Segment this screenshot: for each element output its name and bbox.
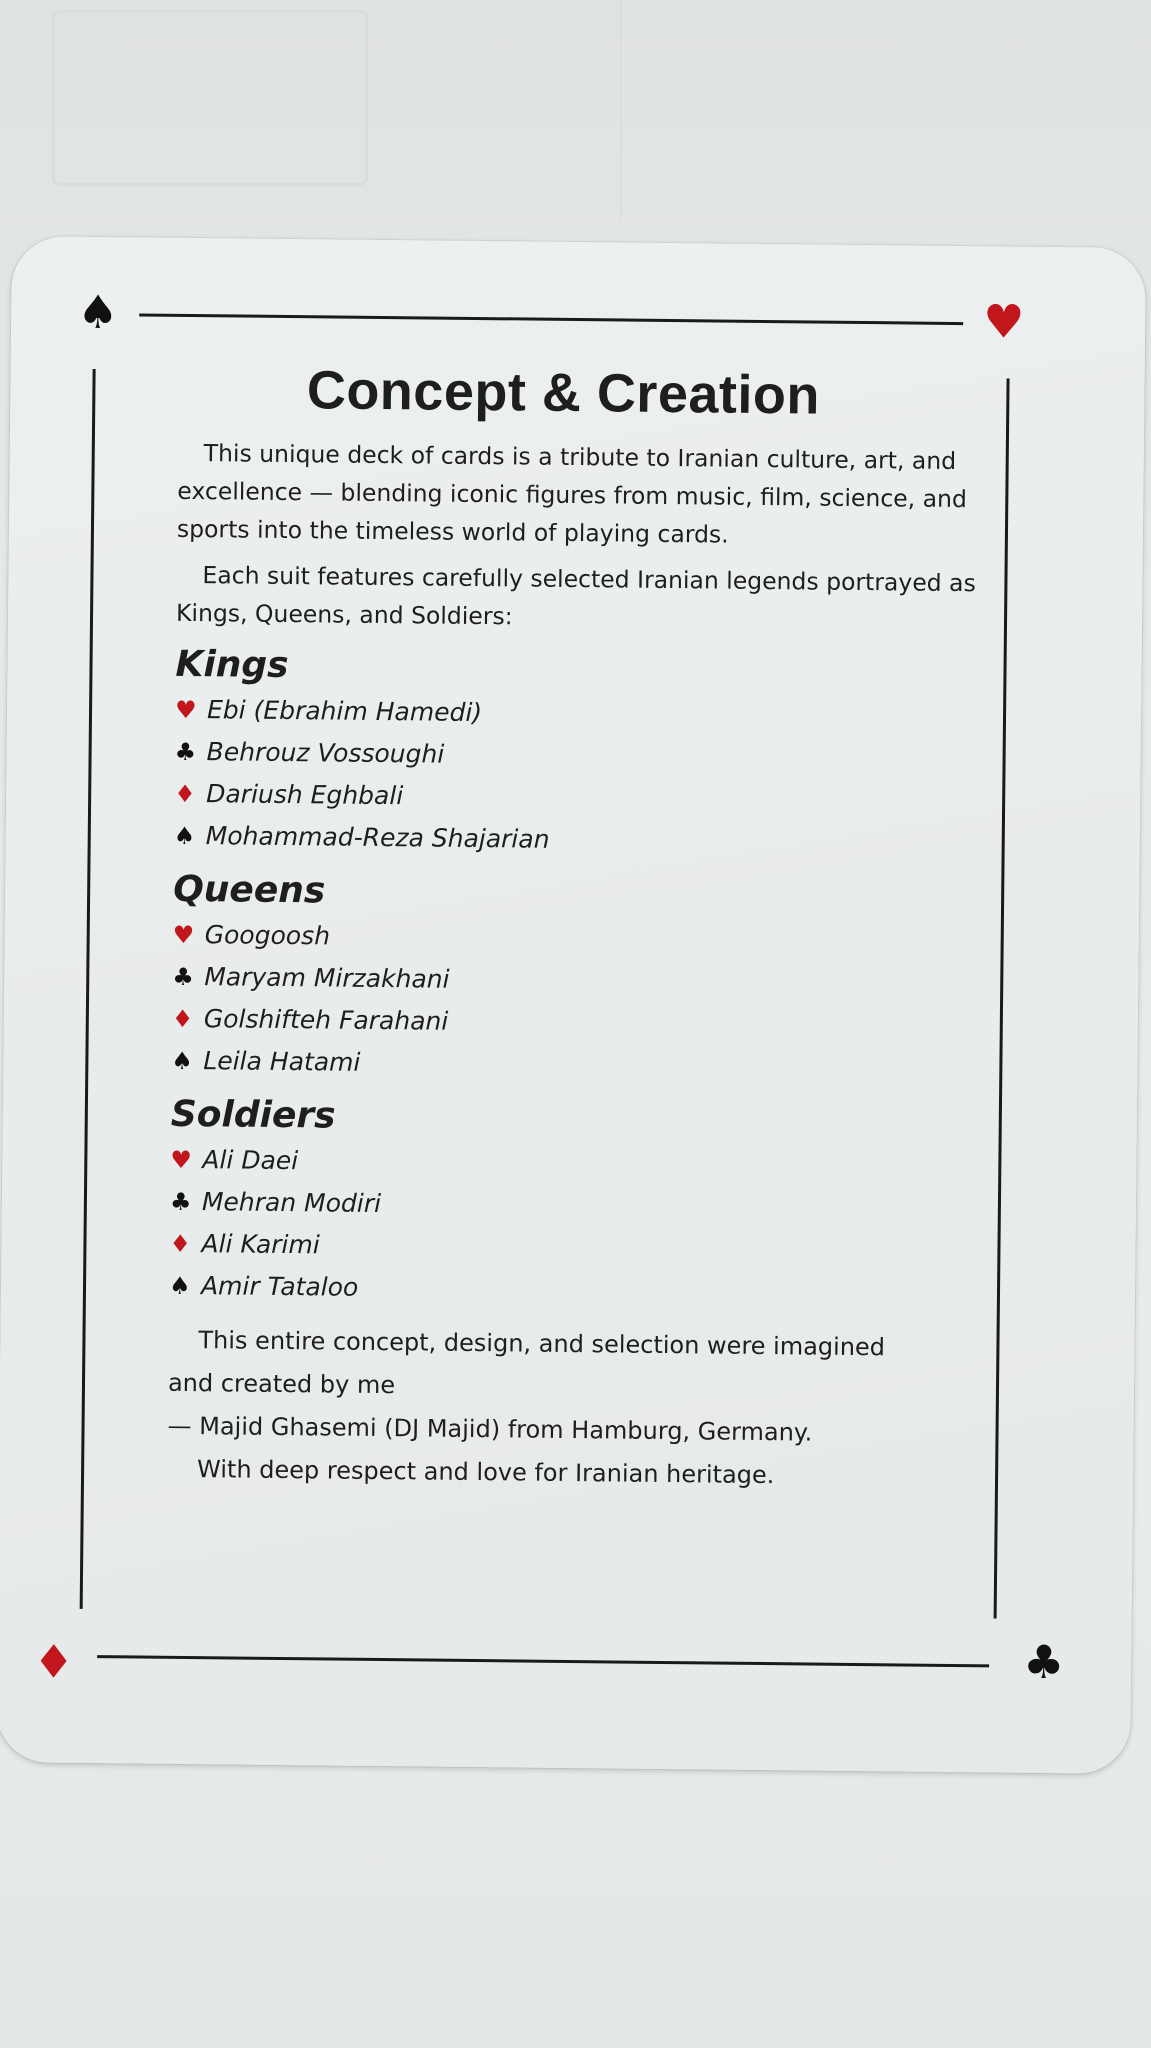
signature-line: — Majid Ghasemi (DJ Majid) from Hamburg, Germany. bbox=[167, 1411, 813, 1447]
border-line-left bbox=[80, 369, 96, 1609]
closing-text bbox=[167, 1319, 989, 1500]
section-kings bbox=[174, 644, 996, 866]
club-icon: ♣ bbox=[172, 962, 194, 992]
playing-card bbox=[0, 236, 1146, 1774]
closing-line-4-text: With deep respect and love for Iranian heritage. bbox=[196, 1455, 775, 1490]
diamond-icon: ♦ bbox=[171, 1004, 194, 1034]
person-name: Mohammad-Reza Shajarian bbox=[205, 821, 550, 854]
border-line-top bbox=[139, 313, 963, 325]
closing-line-1-text: This entire concept, design, and selection were imagined bbox=[198, 1326, 886, 1362]
spade-corner-icon: ♠ bbox=[76, 284, 119, 340]
spade-icon: ♠ bbox=[171, 1046, 194, 1076]
diamond-icon: ♦ bbox=[169, 1229, 192, 1259]
section-soldiers bbox=[169, 1094, 991, 1316]
intro-paragraph-2: Each suit features carefully selected Iranian legends portrayed as Kings, Queens, and Soldiers: bbox=[175, 561, 976, 631]
diamond-icon: ♦ bbox=[174, 779, 196, 809]
person-name: Ali Daei bbox=[202, 1145, 299, 1176]
name-list bbox=[169, 1139, 991, 1316]
heart-icon: ♥ bbox=[174, 695, 197, 725]
border-line-bottom bbox=[97, 1655, 989, 1667]
intro-paragraph-1: This unique deck of cards is a tribute to Iranian culture, art, and excellence — blending iconic figures from music, film, science, and sports into the timeless world of playing cards. bbox=[176, 439, 968, 549]
spade-icon: ♠ bbox=[168, 1271, 191, 1301]
heart-icon: ♥ bbox=[172, 920, 195, 950]
person-name: Mehran Modiri bbox=[201, 1187, 382, 1219]
club-corner-icon: ♣ bbox=[1022, 1634, 1065, 1690]
card-title: Concept & Creation bbox=[306, 360, 821, 426]
person-name: Maryam Mirzakhani bbox=[204, 962, 450, 994]
list-item bbox=[169, 1265, 989, 1316]
section-heading: Soldiers bbox=[170, 1093, 336, 1137]
person-name: Amir Tataloo bbox=[200, 1271, 359, 1302]
closing-line-2: and created by me bbox=[167, 1368, 396, 1400]
spade-icon: ♠ bbox=[173, 821, 196, 851]
person-name: Ebi (Ebrahim Hamedi) bbox=[206, 695, 483, 728]
card-content bbox=[167, 358, 999, 1500]
person-name: Leila Hatami bbox=[203, 1046, 361, 1077]
person-name: Googoosh bbox=[204, 920, 331, 951]
name-list bbox=[174, 689, 996, 866]
person-name: Behrouz Vossoughi bbox=[206, 737, 445, 769]
diamond-corner-icon: ♦ bbox=[32, 1634, 75, 1689]
person-name: Ali Karimi bbox=[201, 1229, 320, 1260]
person-name: Dariush Eghbali bbox=[206, 779, 404, 811]
background-surface-edge bbox=[620, 0, 1042, 220]
closing-line-4 bbox=[167, 1448, 987, 1500]
club-icon: ♣ bbox=[174, 737, 197, 767]
club-icon: ♣ bbox=[169, 1187, 192, 1217]
person-name: Golshifteh Farahani bbox=[203, 1004, 449, 1036]
name-list bbox=[171, 914, 993, 1091]
list-item bbox=[171, 1040, 991, 1091]
heart-corner-icon: ♥ bbox=[982, 294, 1025, 349]
section-queens bbox=[171, 869, 993, 1091]
list-item bbox=[174, 815, 994, 866]
section-heading: Kings bbox=[175, 643, 289, 687]
section-heading: Queens bbox=[172, 868, 326, 912]
heart-icon: ♥ bbox=[170, 1145, 193, 1175]
background-card-edge bbox=[52, 10, 368, 186]
